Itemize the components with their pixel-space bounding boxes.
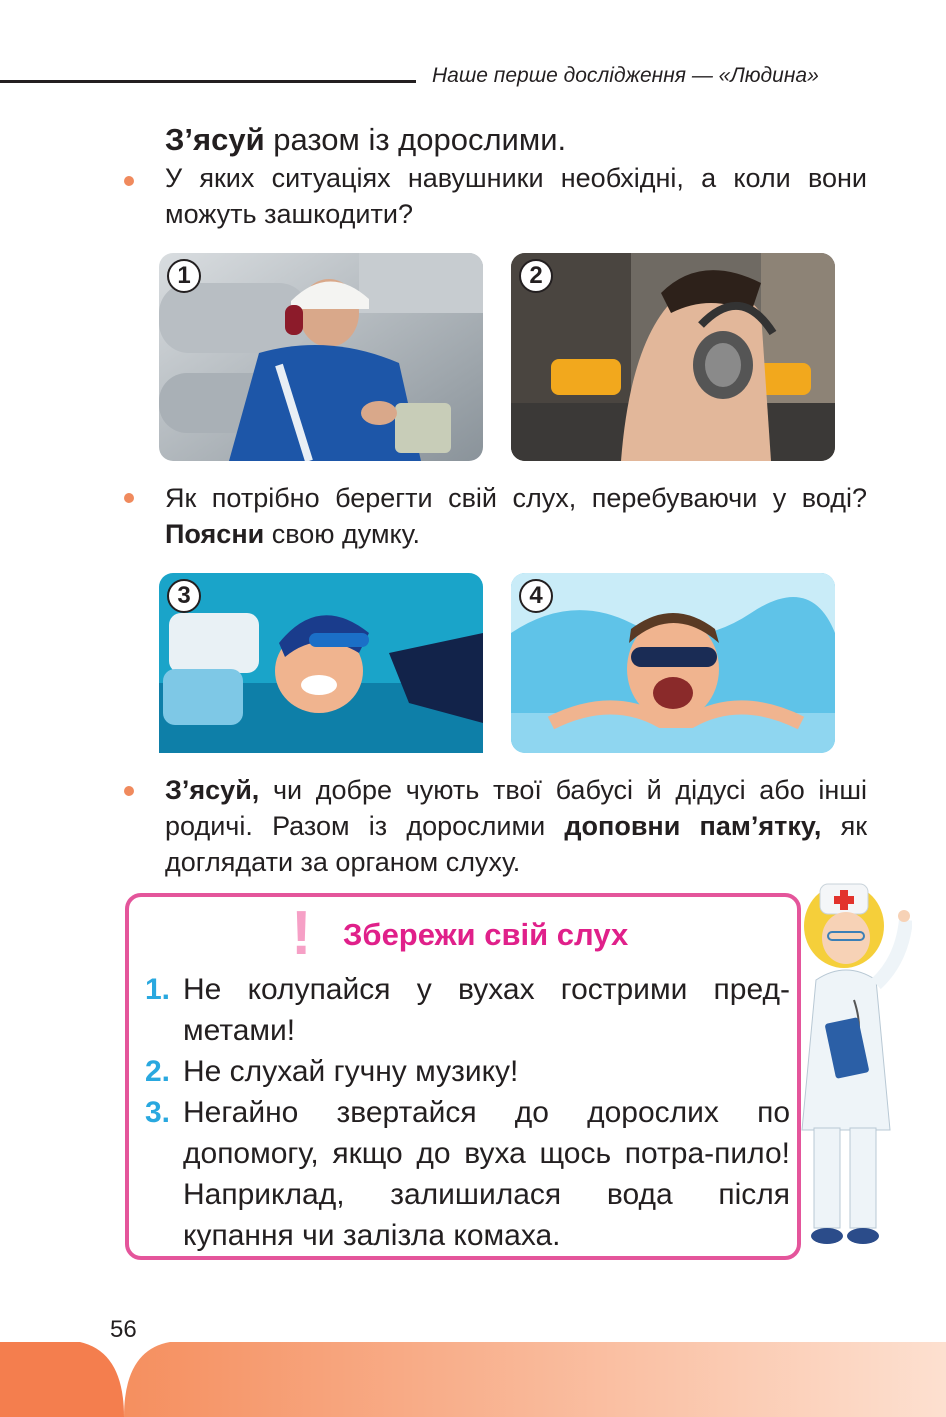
photo-2	[511, 253, 835, 461]
memo-item-number: 1.	[145, 973, 171, 1006]
memo-item-text: Не слухай гучну музику!	[183, 1055, 519, 1088]
nurse-illustration	[794, 880, 912, 1260]
question-2-tail: свою думку.	[264, 519, 420, 549]
header-rule	[0, 80, 416, 83]
question-2-text: Як потрібно берегти свій слух, перебуваючи у воді?	[165, 483, 867, 513]
photo-number-3: 3	[167, 579, 201, 613]
header-title: Наше перше дослідження — «Людина»	[432, 64, 819, 87]
pool-boy-image	[511, 573, 835, 753]
footer-decoration	[0, 1342, 946, 1417]
memo-item-number: 3.	[145, 1096, 171, 1129]
page-number: 56	[110, 1316, 137, 1343]
swimmer-image	[159, 573, 483, 753]
intro-line	[165, 122, 566, 158]
question-3-text-2: як доглядати за органом слуху.	[165, 811, 868, 877]
question-3	[165, 772, 867, 880]
photo-1	[159, 253, 483, 461]
question-3-bold-1: З’ясуй,	[165, 775, 260, 805]
question-2	[165, 480, 867, 552]
bullet-icon	[124, 786, 134, 796]
photo-number-1: 1	[167, 259, 201, 293]
question-2-bold: Поясни	[165, 519, 265, 549]
photo-number-4: 4	[519, 579, 553, 613]
memo-box	[125, 893, 801, 1260]
memo-title: Збережи свій слух	[343, 917, 629, 952]
headphones-image	[511, 253, 835, 461]
intro-bold: З’ясуй	[165, 122, 265, 157]
question-3-bold-2: доповни пам’ятку,	[564, 811, 822, 841]
memo-item-text: Не колупайся у вухах гострими пред-метами!	[183, 973, 790, 1047]
photo-4	[511, 573, 835, 753]
question-3-text-1: чи добре чують твої бабусі й дідусі або інші родичі. Разом із дорослими	[165, 775, 867, 841]
bullet-icon	[124, 176, 134, 186]
worker-image	[159, 253, 483, 461]
question-1: У яких ситуаціях навушники необхідні, а коли вони можуть зашкодити?	[165, 163, 867, 229]
photo-3	[159, 573, 483, 781]
photo-number-2: 2	[519, 259, 553, 293]
memo-item-number: 2.	[145, 1055, 171, 1088]
exclamation-icon: !	[291, 899, 312, 968]
intro-rest: разом із дорослими.	[264, 122, 567, 157]
memo-item-text: Негайно звертайся до дорослих по допомогу, якщо до вуха щось потра-пило! Наприклад, залишилася вода після купання чи залізла комаха.	[183, 1096, 790, 1252]
bullet-icon	[124, 493, 134, 503]
